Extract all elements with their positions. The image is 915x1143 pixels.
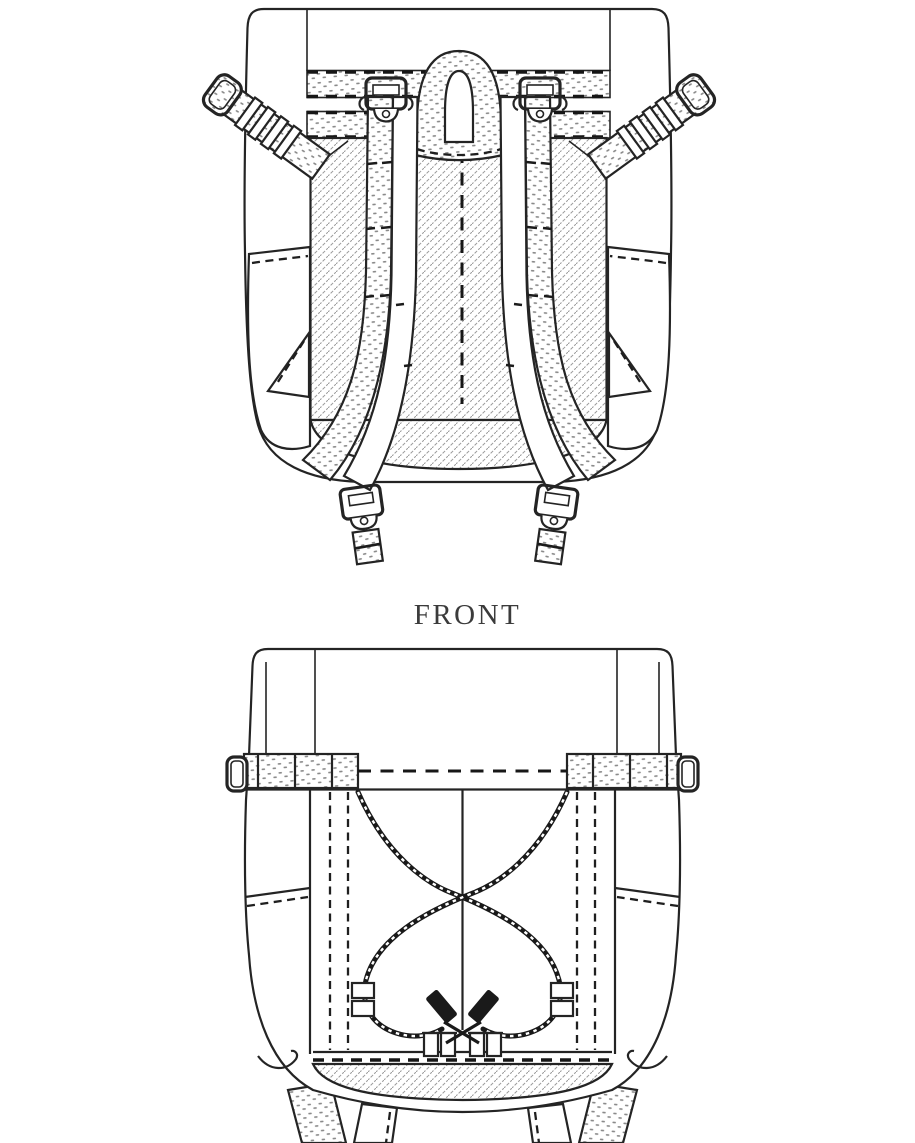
front-view-label: FRONT <box>413 599 522 631</box>
backpack-front-view-drawing <box>0 645 915 1143</box>
carry-handle <box>415 51 503 160</box>
strap-end-cap <box>227 757 247 791</box>
strap-end-cap <box>678 757 698 791</box>
ladder-lock-buckle <box>340 484 390 565</box>
bottom-webbing-strap-end <box>354 1104 397 1143</box>
